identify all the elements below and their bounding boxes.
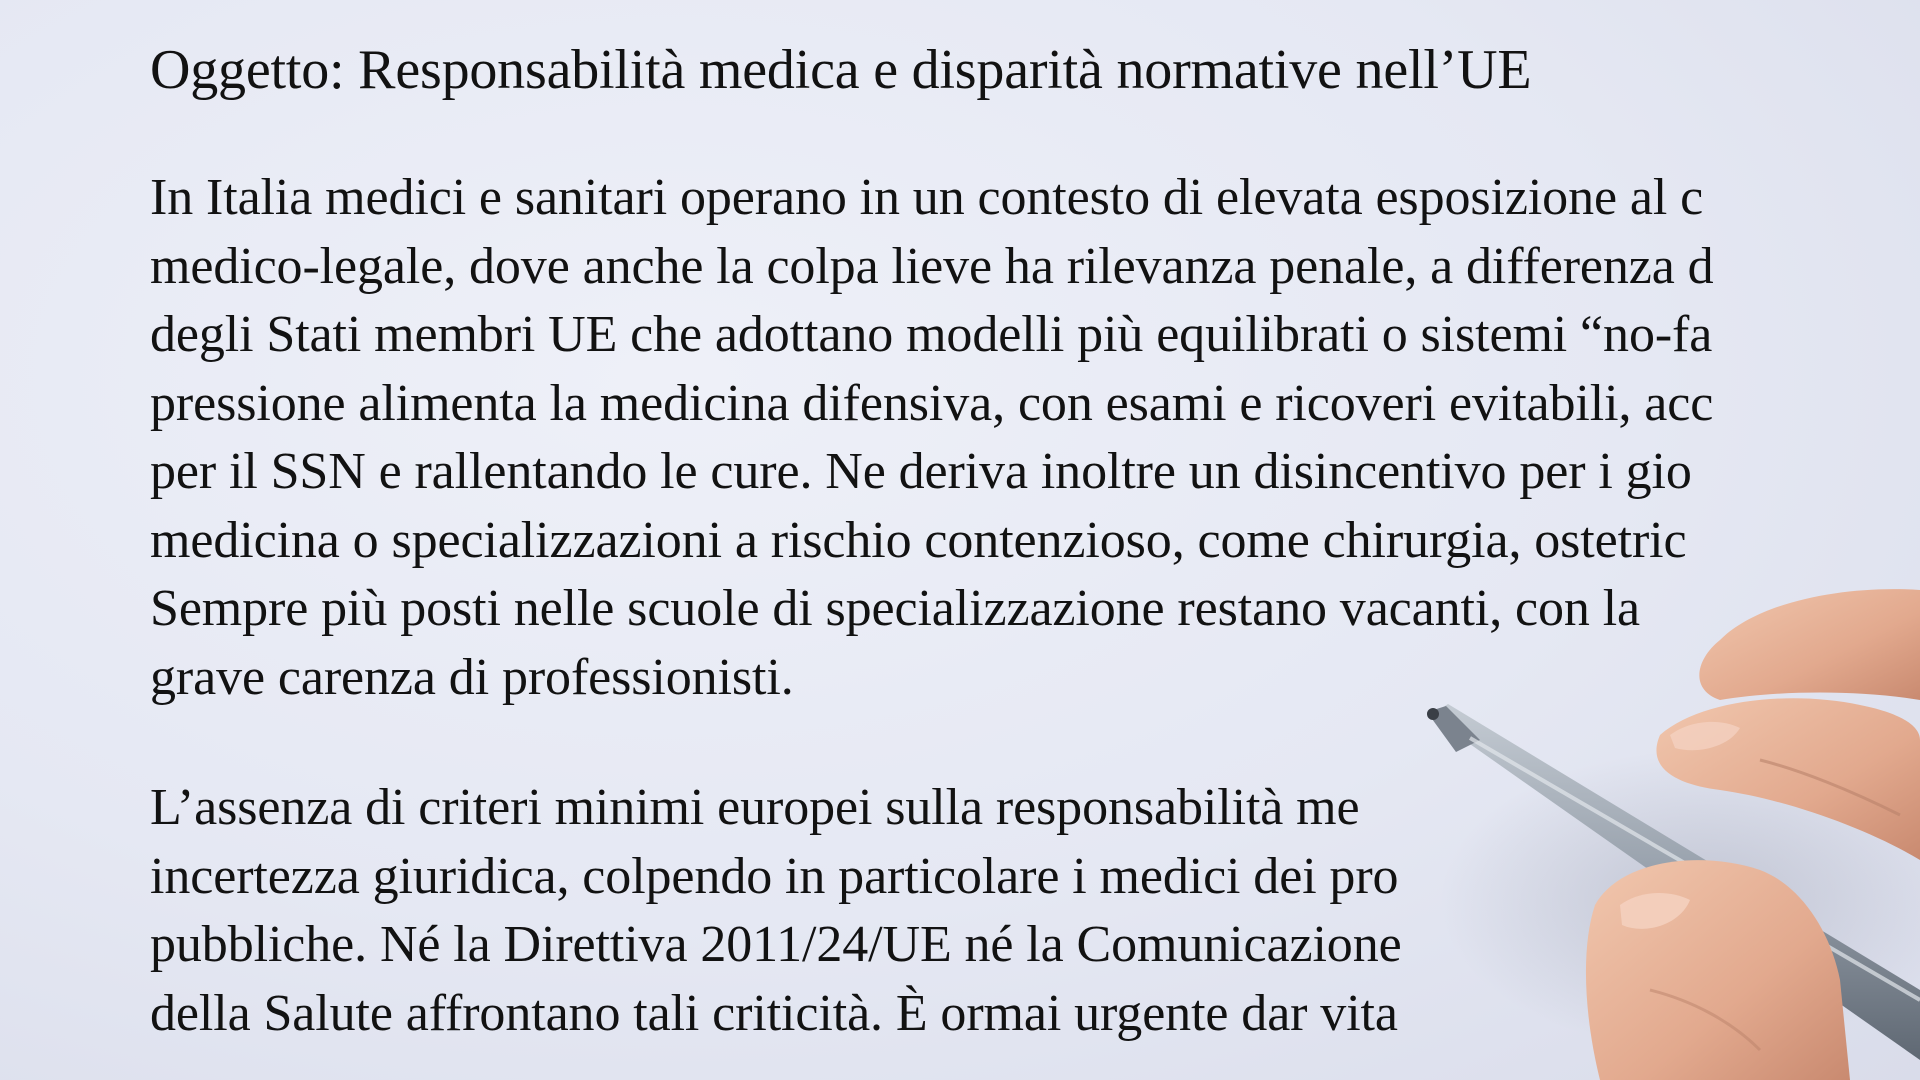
paragraph-1-line: Sempre più posti nelle scuole di specializzazione restano vacanti, con la bbox=[150, 580, 1641, 637]
paragraph-1-line: In Italia medici e sanitari operano in un contesto di elevata esposizione al c bbox=[150, 169, 1704, 226]
paragraph-2-line: incertezza giuridica, colpendo in particolare i medici dei pro bbox=[150, 847, 1399, 905]
paragraph-1-line: degli Stati membri UE che adottano modelli più equilibrati o sistemi “no-fa bbox=[150, 306, 1713, 363]
paragraph-1-line: grave carenza di professionisti. bbox=[150, 648, 794, 706]
paragraph-1-line: medico-legale, dove anche la colpa lieve ha rilevanza penale, a differenza d bbox=[150, 237, 1714, 295]
paragraph-2-line: della Salute affrontano tali criticità. È ormai urgente dar vita bbox=[150, 984, 1398, 1042]
paragraph-1-line: medicina o specializzazioni a rischio contenzioso, come chirurgia, ostetric bbox=[150, 511, 1687, 569]
paragraph-1-line: pressione alimenta la medicina difensiva, con esami e ricoveri evitabili, acc bbox=[150, 374, 1714, 432]
paragraph-2-line: pubbliche. Né la Direttiva 2011/24/UE né la Comunicazione bbox=[150, 916, 1402, 973]
paragraph-2-line: L’assenza di criteri minimi europei sulla responsabilità me bbox=[150, 779, 1360, 836]
paragraph-1 bbox=[150, 164, 1920, 712]
paragraph-2 bbox=[150, 774, 1920, 1048]
paragraph-1-line: per il SSN e rallentando le cure. Ne deriva inoltre un disincentivo per i gio bbox=[150, 443, 1692, 500]
subject-line: Oggetto: Responsabilità medica e disparità normative nell’UE bbox=[150, 39, 1532, 101]
